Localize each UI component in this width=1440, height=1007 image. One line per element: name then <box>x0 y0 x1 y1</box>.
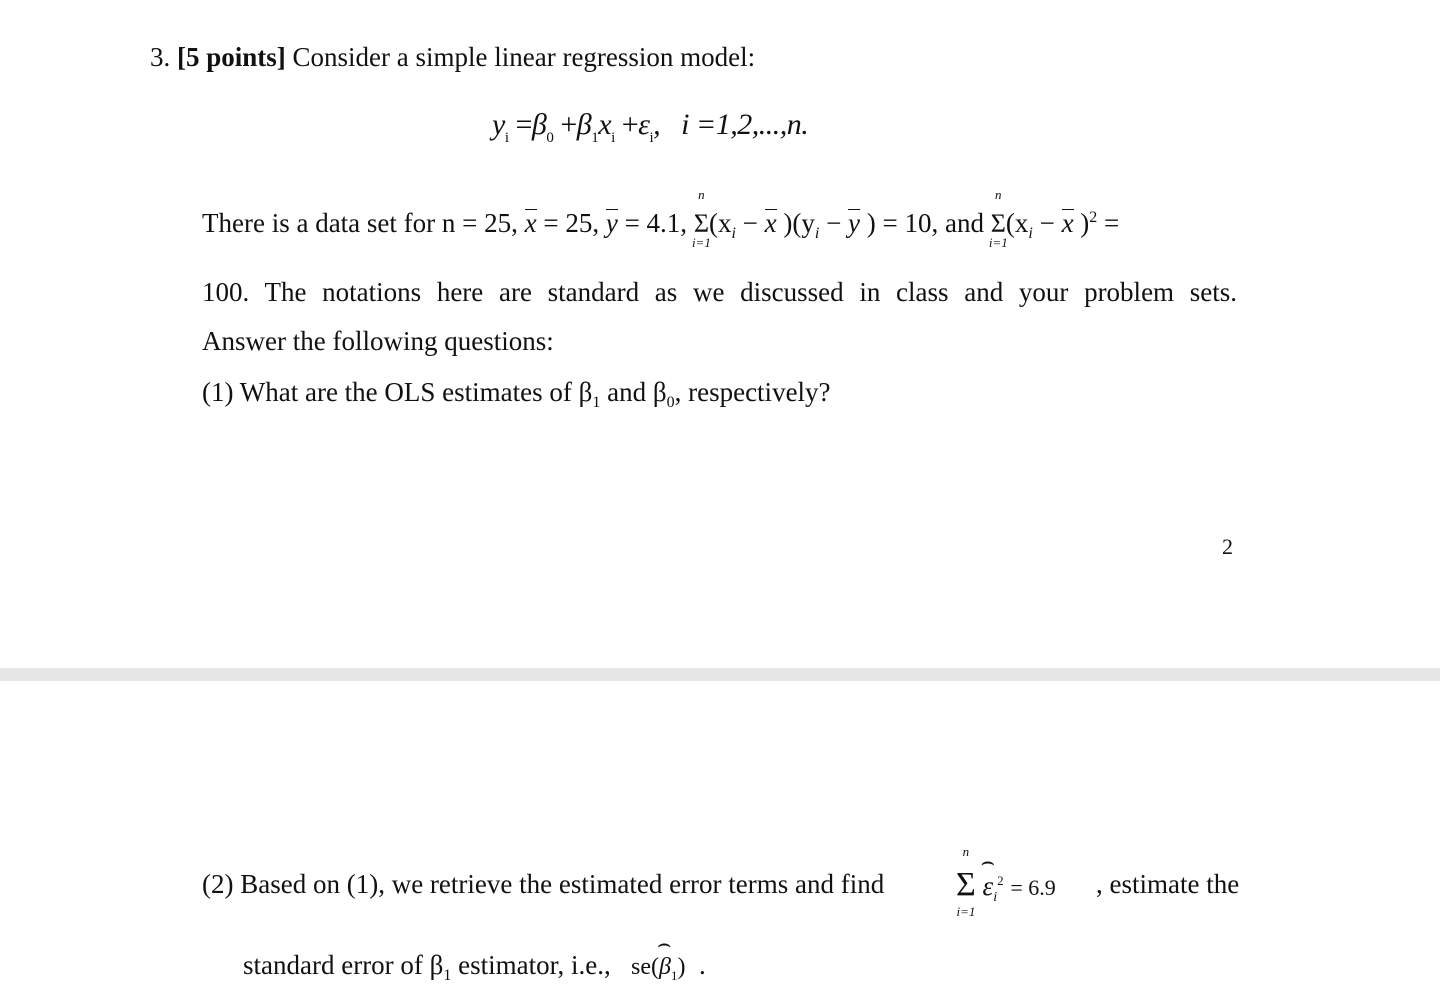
question-2-line-1: (2) Based on (1), we retrieve the estimated error terms and find <box>202 869 885 899</box>
problem-points: [5 points] <box>177 42 286 72</box>
question-1: (1) What are the OLS estimates of $\beta_1$ and $\beta_0$, respectively? <box>202 377 831 411</box>
sum-symbol: n Σ i=1 <box>691 187 711 250</box>
q2-sum-expression: n Σ i=1 ⌢ $\varepsilon_i^2 = 6.9$ <box>956 866 1056 904</box>
problem-intro: Consider a simple linear regression model: <box>292 42 756 72</box>
paragraph-line-3: Answer the following questions: <box>202 326 554 356</box>
question-2-line-1-end: , estimate the <box>1096 869 1240 899</box>
page-separator <box>0 668 1440 681</box>
epsilon-hat: ⌢ ε <box>983 871 994 902</box>
x-bar: x <box>524 208 537 238</box>
y-bar: y <box>605 208 618 238</box>
paragraph-line-2: 100. The notations here are standard as we discussed in class and your problem sets. <box>202 277 1237 307</box>
problem-header <box>150 44 755 71</box>
question-2-line-2: standard error of $\beta_1$ estimator, i.e., se(⌢ $\beta_1$) . <box>243 952 706 979</box>
sum-symbol-3: n Σ i=1 <box>956 844 976 919</box>
model-index: i =1,2,...,n. <box>681 108 809 141</box>
problem-number: 3. <box>150 42 171 72</box>
regression-model-equation: $y_i =\beta_0 +\beta_1x_i +\varepsilon_i$, i =1,2,...,n. <box>492 108 809 146</box>
data-set-line: There is a data set for n = 25, x = 25, y = 4.1, n Σ i=1 ($x_i - x$ )($y_i - y$ ) = 10, and n Σ i=1 ($x_i - x$ )$^2$ = <box>202 187 1120 250</box>
page-number: 2 <box>1222 534 1233 559</box>
sum-symbol-2: n Σ i=1 <box>988 187 1008 250</box>
